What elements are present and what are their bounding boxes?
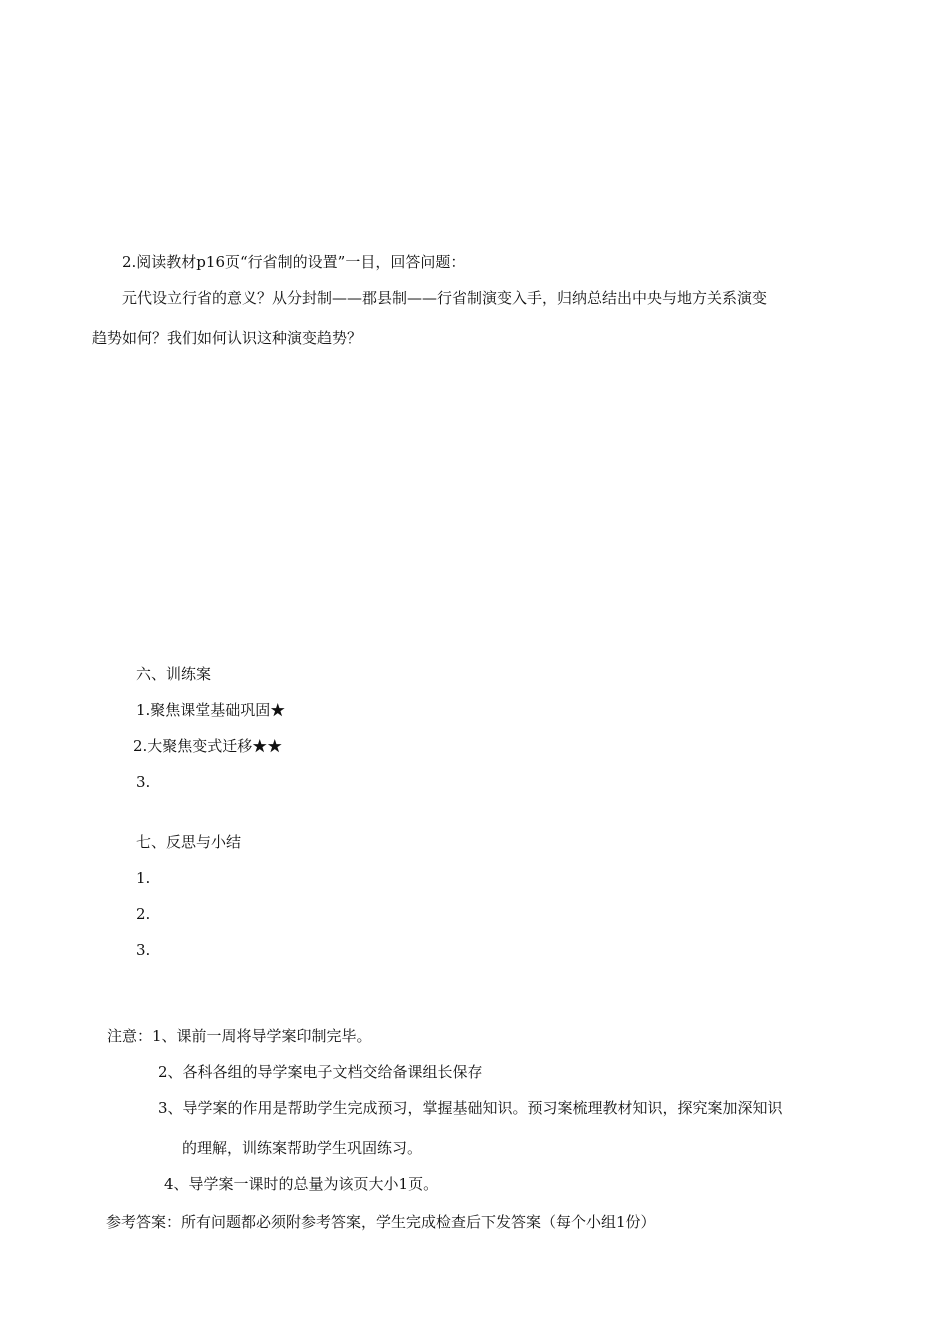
note-item-4: 4、导学案一课时的总量为该页大小1页。: [164, 1175, 439, 1193]
note-item-2: 2、各科各组的导学案电子文档交给备课组长保存: [158, 1063, 483, 1081]
question-2-line-1: 2.阅读教材p16页“行省制的设置”一目，回答问题：: [122, 253, 466, 271]
reflection-item-2: 2.: [136, 905, 151, 923]
training-heading: 六、训练案: [136, 665, 212, 683]
note-item-1: 注意：1、课前一周将导学案印制完毕。: [107, 1027, 372, 1045]
training-item-2: 2.大聚焦变式迁移★★: [133, 737, 283, 755]
reflection-heading: 七、反思与小结: [136, 833, 242, 851]
reflection-item-3: 3.: [136, 941, 151, 959]
question-2-line-3: 趋势如何？我们如何认识这种演变趋势？: [92, 329, 363, 347]
reference-answer: 参考答案：所有问题都必须附参考答案，学生完成检查后下发答案（每个小组1份）: [106, 1213, 656, 1231]
note-item-3-line-1: 3、导学案的作用是帮助学生完成预习，掌握基础知识。预习案梳理教材知识，探究案加深知识: [158, 1099, 783, 1117]
reflection-item-1: 1.: [136, 869, 151, 887]
training-item-1: 1.聚焦课堂基础巩固★: [136, 701, 286, 719]
training-item-3: 3.: [136, 773, 151, 791]
question-2-line-2: 元代设立行省的意义？从分封制——郡县制——行省制演变入手，归纳总结出中央与地方关系演变: [122, 289, 768, 307]
note-item-3-line-2: 的理解，训练案帮助学生巩固练习。: [182, 1139, 423, 1157]
